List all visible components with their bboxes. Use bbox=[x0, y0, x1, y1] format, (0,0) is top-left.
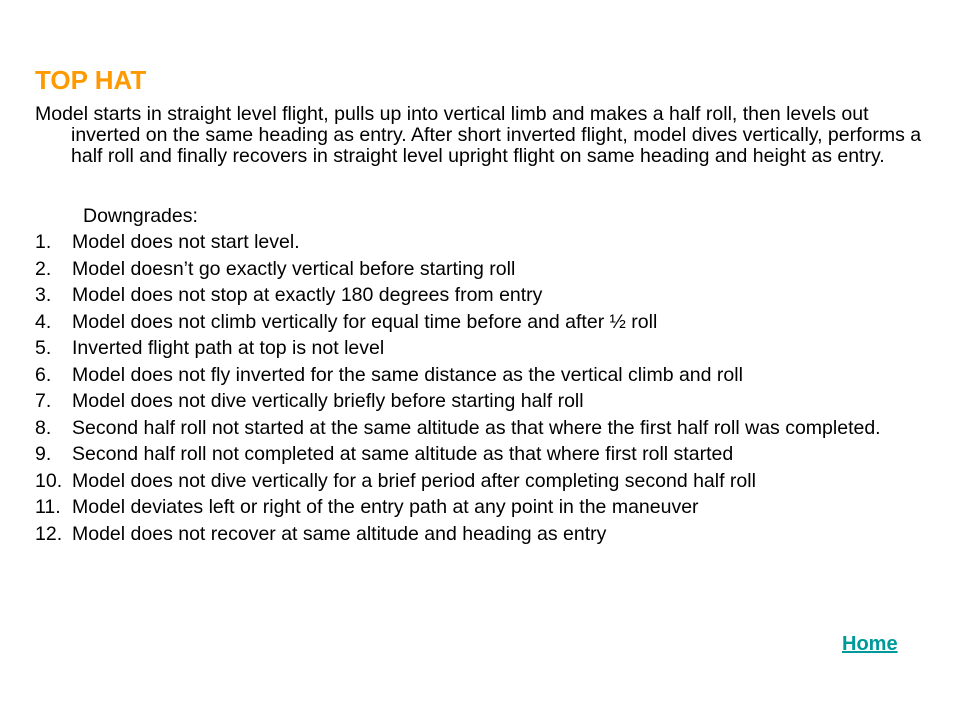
list-item bbox=[35, 497, 935, 518]
list-item bbox=[35, 524, 935, 545]
list-number: 3. bbox=[35, 284, 52, 306]
list-item bbox=[35, 338, 935, 359]
list-text: Model does not fly inverted for the same distance as the vertical climb and roll bbox=[72, 363, 743, 386]
list-item bbox=[35, 312, 935, 333]
list-text: Model deviates left or right of the entry path at any point in the maneuver bbox=[72, 496, 699, 518]
list-text: Inverted flight path at top is not level bbox=[72, 337, 385, 359]
maneuver-description: Model starts in straight level flight, pulls up into vertical limb and makes a half roll, then levels out inverted on the same heading as entry. After short inverted flight, model dives vertically, performs a half roll and finally recovers in straight level upright flight on same heading and height as entry. bbox=[35, 103, 922, 167]
list-text: Second half roll not started at the same altitude as that where the first half roll was completed. bbox=[72, 416, 881, 439]
list-item bbox=[35, 232, 935, 253]
list-number: 2. bbox=[35, 257, 52, 280]
list-number: 1. bbox=[35, 231, 52, 253]
list-number: 4. bbox=[35, 310, 52, 333]
list-number: 12. bbox=[35, 522, 63, 545]
list-item bbox=[35, 365, 935, 386]
list-item bbox=[35, 471, 935, 492]
list-text: Model does not recover at same altitude and heading as entry bbox=[72, 522, 607, 545]
page-title: TOP HAT bbox=[35, 65, 147, 95]
list-number: 11. bbox=[35, 496, 61, 518]
list-number: 6. bbox=[35, 363, 52, 386]
list-text: Model does not dive vertically briefly before starting half roll bbox=[72, 390, 584, 412]
list-item bbox=[35, 418, 935, 439]
downgrades-heading: Downgrades: bbox=[83, 205, 198, 227]
list-text: Model does not start level. bbox=[72, 231, 300, 253]
list-number: 8. bbox=[35, 416, 52, 439]
list-number: 5. bbox=[35, 337, 52, 359]
downgrades-list bbox=[35, 232, 935, 550]
list-text: Model does not climb vertically for equal time before and after ½ roll bbox=[72, 310, 658, 333]
list-item bbox=[35, 391, 935, 412]
list-text: Model does not dive vertically for a brief period after completing second half roll bbox=[72, 469, 756, 492]
list-number: 9. bbox=[35, 443, 52, 465]
list-item bbox=[35, 285, 935, 306]
list-item bbox=[35, 259, 935, 280]
list-text: Model does not stop at exactly 180 degrees from entry bbox=[72, 284, 543, 306]
list-text: Second half roll not completed at same altitude as that where first roll started bbox=[72, 443, 734, 465]
home-link[interactable]: Home bbox=[842, 633, 898, 655]
list-item bbox=[35, 444, 935, 465]
list-number: 7. bbox=[35, 390, 52, 412]
list-text: Model doesn’t go exactly vertical before starting roll bbox=[72, 257, 516, 280]
list-number: 10. bbox=[35, 469, 63, 492]
